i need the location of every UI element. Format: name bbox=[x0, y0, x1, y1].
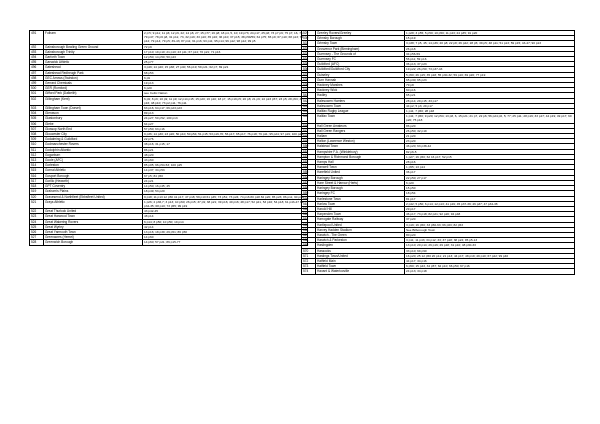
index-page-references: 29 p17 bbox=[405, 206, 575, 211]
index-page-references: 26 p18 bbox=[405, 46, 575, 51]
index-ground-name: Haringey FC bbox=[316, 191, 405, 196]
index-number: 547 bbox=[302, 128, 316, 133]
index-row bbox=[30, 194, 308, 199]
index-number: 539 bbox=[302, 83, 316, 88]
index-ground-name: Gifford Park (Dalkeith) bbox=[44, 91, 143, 96]
index-ground-name: Godmanchester Rovers bbox=[44, 142, 143, 147]
index-page-references: 24 p21 bbox=[143, 178, 308, 183]
index-page-references: 23 p20 bbox=[405, 139, 575, 144]
index-ground-name: Haringey Borough bbox=[316, 175, 405, 180]
index-ground-name: Great Harwood Town bbox=[44, 214, 143, 219]
index-number: 545 bbox=[302, 114, 316, 123]
index-number: 523 bbox=[30, 214, 44, 219]
index-page-references: 82 p6-5 bbox=[405, 149, 575, 154]
index-page-references: 38 p16; 31 p15; 17 bbox=[143, 142, 308, 147]
index-ground-name: Gillingham Town (Dorset) bbox=[44, 106, 143, 111]
index-number: 556 bbox=[302, 175, 316, 180]
index-page-references: 21 p20 bbox=[405, 134, 575, 139]
index-page-references: 85 p05; 96 p54-53; 100 p25 bbox=[143, 163, 308, 168]
index-number: 526 bbox=[30, 229, 44, 234]
index-ground-name: Harold Hill bbox=[316, 206, 405, 211]
index-ground-name: Hallam bbox=[316, 134, 405, 139]
index-page-references: 43 p42-45 bbox=[143, 209, 308, 214]
index-number: 557 bbox=[302, 180, 316, 185]
index-number: 532 bbox=[302, 46, 316, 51]
index-page-references: 65 p21 bbox=[405, 93, 575, 98]
index-ground-name: Haringey Borough bbox=[316, 186, 405, 191]
index-page-references: 16 p20; 25 12 p50 20 p11; 21 p13; 44 p17; 48 p19; 49 p10; 67 p22; 99 p40 bbox=[405, 253, 575, 258]
index-page-references: 24 p13; 34 p18 bbox=[405, 269, 575, 274]
index-page-references: 1 p28; 3 p55; 5 p50; 10 p50; 11 p43; 24 p35; 91 p20 bbox=[405, 31, 575, 36]
index-row bbox=[30, 96, 308, 105]
index-number: 509 bbox=[30, 137, 44, 142]
index-page-references: 22 p76 bbox=[143, 137, 308, 142]
index-number: 497 bbox=[30, 70, 44, 75]
index-number: 569 bbox=[302, 243, 316, 248]
index-page-references: 14 p60 bbox=[143, 235, 308, 240]
index-page-references: 6 p20 bbox=[405, 180, 575, 185]
index-ground-name: Halton (Lawrence Weston) bbox=[316, 139, 405, 144]
index-page-references: 46 p20; 63 p38-42 bbox=[405, 144, 575, 149]
index-ground-name: Gornal Athletic bbox=[44, 168, 143, 173]
index-number: 554 bbox=[302, 165, 316, 170]
index-number: 516 bbox=[30, 173, 44, 178]
index-number: 574 bbox=[302, 269, 316, 274]
index-number: 566 bbox=[302, 227, 316, 232]
index-number: 555 bbox=[302, 170, 316, 175]
index-number: 501 bbox=[30, 91, 44, 96]
index-number: 564 bbox=[302, 217, 316, 222]
index-page-references: 5 p50; 26 p15; 35 p18; 55 p30-32; 59 p10; 69 p20; 77 p19 bbox=[405, 72, 575, 77]
index-ground-name: Gloucester City bbox=[44, 132, 143, 137]
index-ground-name: Gravesend & Northfleet (Ebbsfleet United) bbox=[44, 194, 143, 199]
index-page-references: 3 p19; 16 p50; 33 p50-63; 66 p63; 82 p53 bbox=[405, 222, 575, 227]
index-number: 548 bbox=[302, 134, 316, 139]
index-number: 538 bbox=[302, 77, 316, 82]
index-ground-name: GEC Arrows (Swindon) bbox=[44, 75, 143, 80]
index-number: 537 bbox=[302, 72, 316, 77]
index-number: 543 bbox=[302, 103, 316, 108]
index-ground-name: Garforth Town bbox=[44, 55, 143, 60]
index-page-references: 86 p21 bbox=[143, 147, 308, 152]
index-number: 570 bbox=[302, 248, 316, 253]
index-ground-name: Harwich - The Green bbox=[316, 232, 405, 237]
index-ground-name: Grosvenor Park (Birmingham) bbox=[316, 46, 405, 51]
index-number: 511 bbox=[30, 147, 44, 152]
index-ground-name: Havant & Waterlooville bbox=[316, 269, 405, 274]
index-ground-name: Halifax Rugby League bbox=[316, 109, 405, 114]
index-page-references: 9 p36; 14 p30; 23 p20; 50 p10; 50 p54; 51 p15; 53 p16,70; 56 p17; 65 p17; 76 p18; 79 p11; 95 p24; 97 p19; 100 p21 bbox=[143, 132, 308, 137]
index-number: 495 bbox=[30, 60, 44, 65]
index-number: 531 bbox=[302, 41, 316, 46]
index-page-references: 18 p49; 53 p20 bbox=[143, 189, 308, 194]
index-number: 561 bbox=[302, 201, 316, 206]
index-number: 536 bbox=[302, 67, 316, 72]
index-ground-name: Hartlepool United bbox=[316, 222, 405, 227]
index-ground-name: Harlow Town bbox=[316, 201, 405, 206]
index-number: 529 bbox=[302, 31, 316, 36]
index-number: 513 bbox=[30, 158, 44, 163]
index-page-references: 28 p16 bbox=[405, 160, 575, 165]
index-number: 542 bbox=[302, 98, 316, 103]
index-page-references: 2 p7t; 9 p11; 11 p6; 12 p6, 22; 14 p8, 27; 15 p77; 16 p8; 18 p4, 5, 10; 19 p73; 24 p17, 25 p8; 73 p7 p9; 75 p7; 16, 76, 79 p47; 78 p6 p8, 31 p12, 73, 32 p19; 33 p10; 35 p16; 36 p10; 37 p15; 38 p59/59; 64 p75; 65 p9; 67 p10; 68 p13; 70 p12; 79 p14; 79 p5; 39-43; 87 p11; 91 p16; 93 p11; 95 p14; 96 p12; 98 p12; 99 p5 bbox=[143, 31, 308, 45]
index-page-references: 1 p11; 7 p50; 28 p18 bbox=[405, 109, 575, 114]
index-number: 494 bbox=[30, 55, 44, 60]
index-ground-name: Godalming & Guildford bbox=[44, 137, 143, 142]
index-page-references: 36 p17 bbox=[405, 170, 575, 175]
index-page-references: 12 p50; 14 p50; 50 p43 bbox=[143, 55, 308, 60]
index-page-references: 1 p27; 16 p50; 62 16 p17; 52 p15 bbox=[405, 154, 575, 159]
index-page-references: 6 p50; 15 p43, 34 p57; 62 p10; 66 p50; 67 p16 bbox=[405, 264, 575, 269]
index-ground-name: Gogarburn bbox=[44, 152, 143, 157]
index-number: 499 bbox=[30, 81, 44, 86]
index-column-right bbox=[301, 30, 575, 275]
index-page-references: 2 p42; 5 p50; 6 p14; 12 p13; 41 p19; 45 p37-39; 46 p37; 47 p34-38 bbox=[405, 201, 575, 206]
index-number: 540 bbox=[302, 88, 316, 93]
index-page-references: 19 p13 bbox=[143, 81, 308, 86]
index-table-right bbox=[301, 30, 575, 275]
index-row bbox=[30, 31, 308, 45]
index-ground-name: Guiseley bbox=[316, 72, 405, 77]
index-number: 507 bbox=[30, 126, 44, 131]
index-number: 524 bbox=[30, 219, 44, 224]
index-page-references: 72 p9 bbox=[143, 44, 308, 49]
index-ground-name: Hanwell Town bbox=[316, 165, 405, 170]
index-ground-name: Greeley Rovers/Greeley bbox=[316, 31, 405, 36]
index-ground-name: Greenwich Borough bbox=[44, 240, 143, 245]
index-number: 519 bbox=[30, 189, 44, 194]
index-ground-name: Gateshead bbox=[44, 65, 143, 70]
index-number: 517 bbox=[30, 178, 44, 183]
index-ground-name: Harlestone Town bbox=[316, 196, 405, 201]
index-column-left bbox=[29, 30, 308, 246]
index-ground-name: Godolphin Atlantic bbox=[44, 147, 143, 152]
index-ground-name: Gateshead Redheugh Park bbox=[44, 70, 143, 75]
index-number: 552 bbox=[302, 154, 316, 159]
index-page-references: 34 p56-59 bbox=[405, 51, 575, 56]
index-number: 533 bbox=[302, 51, 316, 56]
index-ground-name: Harefield United bbox=[316, 170, 405, 175]
index-page-references: 28 p14; 29 p15; 33 p17 bbox=[405, 98, 575, 103]
index-ground-name: Guernsey - The Grounds of bbox=[316, 51, 405, 56]
index-ground-name: Halifax Town bbox=[316, 114, 405, 123]
index-page-references: See Bilborough Town bbox=[405, 227, 575, 232]
index-page-references: 13 p16; 18 p39; 29 p51; 86 p50 bbox=[143, 229, 308, 234]
index-page-references: 14 p37; 34 p53 bbox=[143, 168, 308, 173]
index-ground-name: Gosport Borough bbox=[44, 173, 143, 178]
index-ground-name: Grimsby Town bbox=[316, 41, 405, 46]
index-ground-name: Haslingden bbox=[316, 243, 405, 248]
index-page-references: see Celtic Nation bbox=[143, 91, 308, 96]
index-ground-name: Gainsborough Trinity bbox=[44, 49, 143, 54]
index-page-references: 1 p26; 2 p36,7; 3 p13; 10 p60; 26 p15; 37 p9; 38 p21; 39 p16; 40 p16; 48 p17; 52 p21, 53 p16; 54 p18; 61 p43-47 62 p34-35; 68 p10; 73 p55; 99 p19 bbox=[143, 199, 308, 208]
index-number: 504 bbox=[30, 111, 44, 116]
index-page-references: 13 p10; 20 p14; 26 p16; 29 p18; 31 p10; 48 p30-33 bbox=[405, 243, 575, 248]
index-ground-name: Gerrard Chemicals bbox=[44, 81, 143, 86]
index-number: 572 bbox=[302, 258, 316, 263]
index-row bbox=[302, 114, 575, 123]
index-number: 512 bbox=[30, 152, 44, 157]
index-number: 502 bbox=[30, 96, 44, 105]
index-page-references: 25 p77 bbox=[143, 60, 308, 65]
index-page-references: 1 p55; 13 p14 bbox=[405, 165, 575, 170]
index-page-references: 48 p14 bbox=[143, 214, 308, 219]
index-ground-name: Guildford (AFC) bbox=[316, 62, 405, 67]
index-ground-name: GER (Romford) bbox=[44, 86, 143, 91]
index-number: 500 bbox=[30, 86, 44, 91]
index-number: 522 bbox=[30, 209, 44, 214]
index-page-references: 18 p54 bbox=[405, 191, 575, 196]
index-number: 492 bbox=[30, 44, 44, 49]
index-ground-name: Great Yarmouth Town bbox=[44, 229, 143, 234]
index-number: 553 bbox=[302, 160, 316, 165]
index-ground-name: Glossop North End bbox=[44, 126, 143, 131]
index-page-references: 36 p13; 37 p23 bbox=[405, 62, 575, 67]
index-number: 559 bbox=[302, 191, 316, 196]
index-number: 544 bbox=[302, 109, 316, 114]
index-ground-name: Glastonbury bbox=[44, 116, 143, 121]
index-ground-name: Great Wyrley bbox=[44, 224, 143, 229]
index-page-references: 64 p27 bbox=[143, 121, 308, 126]
index-page-references: 44 p17; 34 p16 bbox=[405, 258, 575, 263]
index-number: 530 bbox=[302, 36, 316, 41]
index-row bbox=[30, 240, 308, 245]
index-ground-name: Hamps Hall bbox=[316, 160, 405, 165]
index-number: 510 bbox=[30, 142, 44, 147]
index-number: 567 bbox=[302, 232, 316, 237]
index-ground-name: Harvey Hadden Stadium bbox=[316, 227, 405, 232]
index-table-left-body bbox=[30, 31, 308, 246]
index-page-references: 65 p30; 65 p23 bbox=[405, 77, 575, 82]
index-ground-name: Gainsborough Bowling Green Ground bbox=[44, 44, 143, 49]
index-page-references: 81 p17 bbox=[405, 196, 575, 201]
index-page-references: 43 p60 bbox=[143, 158, 308, 163]
index-number: 496 bbox=[30, 65, 44, 70]
index-number: 573 bbox=[302, 264, 316, 269]
index-ground-name: Hatfield Town bbox=[316, 264, 405, 269]
index-ground-name: Gorleston bbox=[44, 163, 143, 168]
index-ground-name: Hackney Marshes bbox=[316, 83, 405, 88]
index-ground-name: Hadley bbox=[316, 93, 405, 98]
index-page-references: 6 p20 bbox=[143, 86, 308, 91]
index-ground-name: Hare Street & Harrow (Herts) bbox=[316, 180, 405, 185]
index-ground-name: Harpenden Town bbox=[316, 212, 405, 217]
index-number: 534 bbox=[302, 57, 316, 62]
index-number: 514 bbox=[30, 163, 44, 168]
index-number: 527 bbox=[30, 235, 44, 240]
index-ground-name: Hampton & Richmond Borough bbox=[316, 154, 405, 159]
index-page-references: 48 p20 bbox=[143, 152, 308, 157]
index-number: 491 bbox=[30, 31, 44, 45]
index-ground-name: Graham's Plains bbox=[44, 189, 143, 194]
index-ground-name: Fulham bbox=[44, 31, 143, 45]
index-page-references: 17 p10; 19 p10; 21 p10; 23 p11; 67 p14; 70 p21; 71 p16 bbox=[143, 49, 308, 54]
index-number: 503 bbox=[30, 106, 44, 111]
index-number: 506 bbox=[30, 121, 44, 126]
index-ground-name: Halstead Town bbox=[316, 144, 405, 149]
index-page-references: 14 p60; 57 p21; 86 p15-77 bbox=[143, 240, 308, 245]
index-page-references: 57 p50; 63 p16 bbox=[143, 126, 308, 131]
index-page-references: 26 p50; 32 p19 bbox=[405, 128, 575, 133]
index-number: 549 bbox=[302, 139, 316, 144]
index-row bbox=[302, 269, 575, 274]
index-page-references: 6 p9 bbox=[143, 75, 308, 80]
index-ground-name: Garswick Athletic bbox=[44, 60, 143, 65]
index-ground-name: Gillingham (Kent) bbox=[44, 96, 143, 105]
index-page-references: 22 p50; 27 p17 bbox=[405, 175, 575, 180]
index-page-references: 68 p53 bbox=[143, 70, 308, 75]
index-ground-name: Hampshire F.A. (Winklebury) bbox=[316, 149, 405, 154]
index-number: 571 bbox=[302, 253, 316, 258]
index-number: 498 bbox=[30, 75, 44, 80]
index-table-left bbox=[29, 30, 308, 246]
index-ground-name: Halesowen Town bbox=[316, 103, 405, 108]
index-number: 515 bbox=[30, 168, 44, 173]
index-number: 518 bbox=[30, 184, 44, 189]
index-ground-name: Glenavon bbox=[44, 111, 143, 116]
index-page-references: 14 p50; 16 p45; 45 bbox=[143, 184, 308, 189]
index-ground-name: Guernsey FC bbox=[316, 57, 405, 62]
index-ground-name: Hatfield Main bbox=[316, 258, 405, 263]
index-page-references: 56 p11; 59 p16 bbox=[405, 57, 575, 62]
index-page-references: 42 p14 bbox=[143, 224, 308, 229]
index-ground-name: Great Wakering Rovers bbox=[44, 219, 143, 224]
index-ground-name: Harrogate Railway bbox=[316, 217, 405, 222]
index-page-references: 6 p9; 8 p9; 10 p9; 11 p9; 12 p14 p15; 15 p20; 16 p10; 18 p7, 15 p19 p5; 20 p8; 21 p9; 22 p23 p57; 23 p5; 28 p53; 37 p16; 48 p10; 73 p2 p11; 76 p11 bbox=[143, 96, 308, 105]
index-table-right-body bbox=[302, 31, 575, 275]
index-ground-name: Hall Green Amateurs bbox=[316, 123, 405, 128]
index-page-references: 15 p50 bbox=[405, 186, 575, 191]
index-page-references: 24 p27; 50 p52; 100 p13 bbox=[143, 116, 308, 121]
index-number: 535 bbox=[302, 62, 316, 67]
index-page-references: 80 p20 bbox=[405, 232, 575, 237]
index-ground-name: Glebe bbox=[44, 121, 143, 126]
index-page-references: 89 p13 bbox=[143, 111, 308, 116]
index-page-references: 19 p22; 26 p50; 73 p37-43 bbox=[405, 67, 575, 72]
index-ground-name: Halesowen Harriers bbox=[316, 98, 405, 103]
index-number: 568 bbox=[302, 238, 316, 243]
index-page-references: 60 p16 bbox=[405, 88, 575, 93]
index-number: 565 bbox=[302, 222, 316, 227]
index-number: 546 bbox=[302, 123, 316, 128]
index-page-references: 86 p20 bbox=[405, 123, 575, 128]
index-ground-name: Harwich & Parkeston bbox=[316, 238, 405, 243]
index-number: 563 bbox=[302, 212, 316, 217]
index-page-references: 79 p8 bbox=[405, 83, 575, 88]
index-ground-name: Greenacres (Hemel) bbox=[44, 235, 143, 240]
index-number: 508 bbox=[30, 132, 44, 137]
index-number: 560 bbox=[302, 196, 316, 201]
index-row bbox=[30, 199, 308, 208]
index-page-references: 1 p11; 7 p50; 9 p20; 12 p54; 13 p8, 6, 15 p21; 21 p7, 22 p6; 56 p24 p6, 5; 77; 25 p11; 28 p19; 33 p17; 44 p19; 49 p17; 60 p20; 75 p18 bbox=[405, 114, 575, 123]
index-page-references: 37 p20 bbox=[405, 217, 575, 222]
index-page-references: 6 p14; 8 p50; 10 p50; 19 p14 bbox=[143, 219, 308, 224]
index-ground-name: Hall Green Rangers bbox=[316, 128, 405, 133]
index-number: 551 bbox=[302, 149, 316, 154]
index-number: 493 bbox=[30, 49, 44, 54]
index-page-references: 3 p11; 11 p43; 34 p12; 33; 37 p18; 38 p24; 95 p5-13 bbox=[405, 238, 575, 243]
index-ground-name: Guildford/Guildford City bbox=[316, 67, 405, 72]
index-ground-name: Grays Athletic bbox=[44, 199, 143, 208]
index-number: 550 bbox=[302, 144, 316, 149]
index-number: 541 bbox=[302, 93, 316, 98]
index-page-references: 3 p38; 7 p5, 45; 14 p36; 20 p8; 22 p8; 26 p22; 28 p5; 39 p5; 48 p11; 51 p13; 59 p15; 43-47; 90 p13 bbox=[405, 41, 575, 46]
index-number: 505 bbox=[30, 116, 44, 121]
index-number: 558 bbox=[302, 186, 316, 191]
index-number: 525 bbox=[30, 224, 44, 229]
index-ground-name: Hastings Town/United bbox=[316, 253, 405, 258]
index-page-references: 44 p2; 5 p3; 29 p17 bbox=[405, 103, 575, 108]
index-page-references: 63 p16; 64 p17; 66 p23 p23 bbox=[143, 106, 308, 111]
index-page-references: 9 p18; 11 p13 12 p50 41 p17; 47 p18; 59 p10 61 p45; 73 p51; 73 p24; 74 p16 80 p18 82 p20; 85 p23; 86 p11; 90 p14 bbox=[143, 194, 308, 199]
index-ground-name: Hassocks bbox=[316, 248, 405, 253]
index-page-references: 3 p49; 14 p20; 15 p38; 27 p40; 56 p19; 59 p21; 62 p7; 69 p21 bbox=[143, 65, 308, 70]
index-page-references: 46 p17; 73 p18; 82 p21; 92 p20; 94 p48 bbox=[405, 212, 575, 217]
index-ground-name: GPT Coventry bbox=[44, 184, 143, 189]
index-ground-name: Great Thurlock United bbox=[44, 209, 143, 214]
index-ground-name: Grimsby Borough bbox=[316, 36, 405, 41]
index-page-references: 67 p5; 84 p50 bbox=[143, 173, 308, 178]
index-ground-name: Hackney Wick bbox=[316, 88, 405, 93]
index-ground-name: Gurn Hannah bbox=[316, 77, 405, 82]
index-ground-name: Gorillo (Heworth) bbox=[44, 178, 143, 183]
index-ground-name: Goole (AFC) bbox=[44, 158, 143, 163]
index-number: 528 bbox=[30, 240, 44, 245]
index-number: 562 bbox=[302, 206, 316, 211]
index-page-references: 15 p19 bbox=[405, 36, 575, 41]
index-number: 521 bbox=[30, 199, 44, 208]
index-page-references: 33 p10; 69 p90 bbox=[405, 248, 575, 253]
index-number: 520 bbox=[30, 194, 44, 199]
